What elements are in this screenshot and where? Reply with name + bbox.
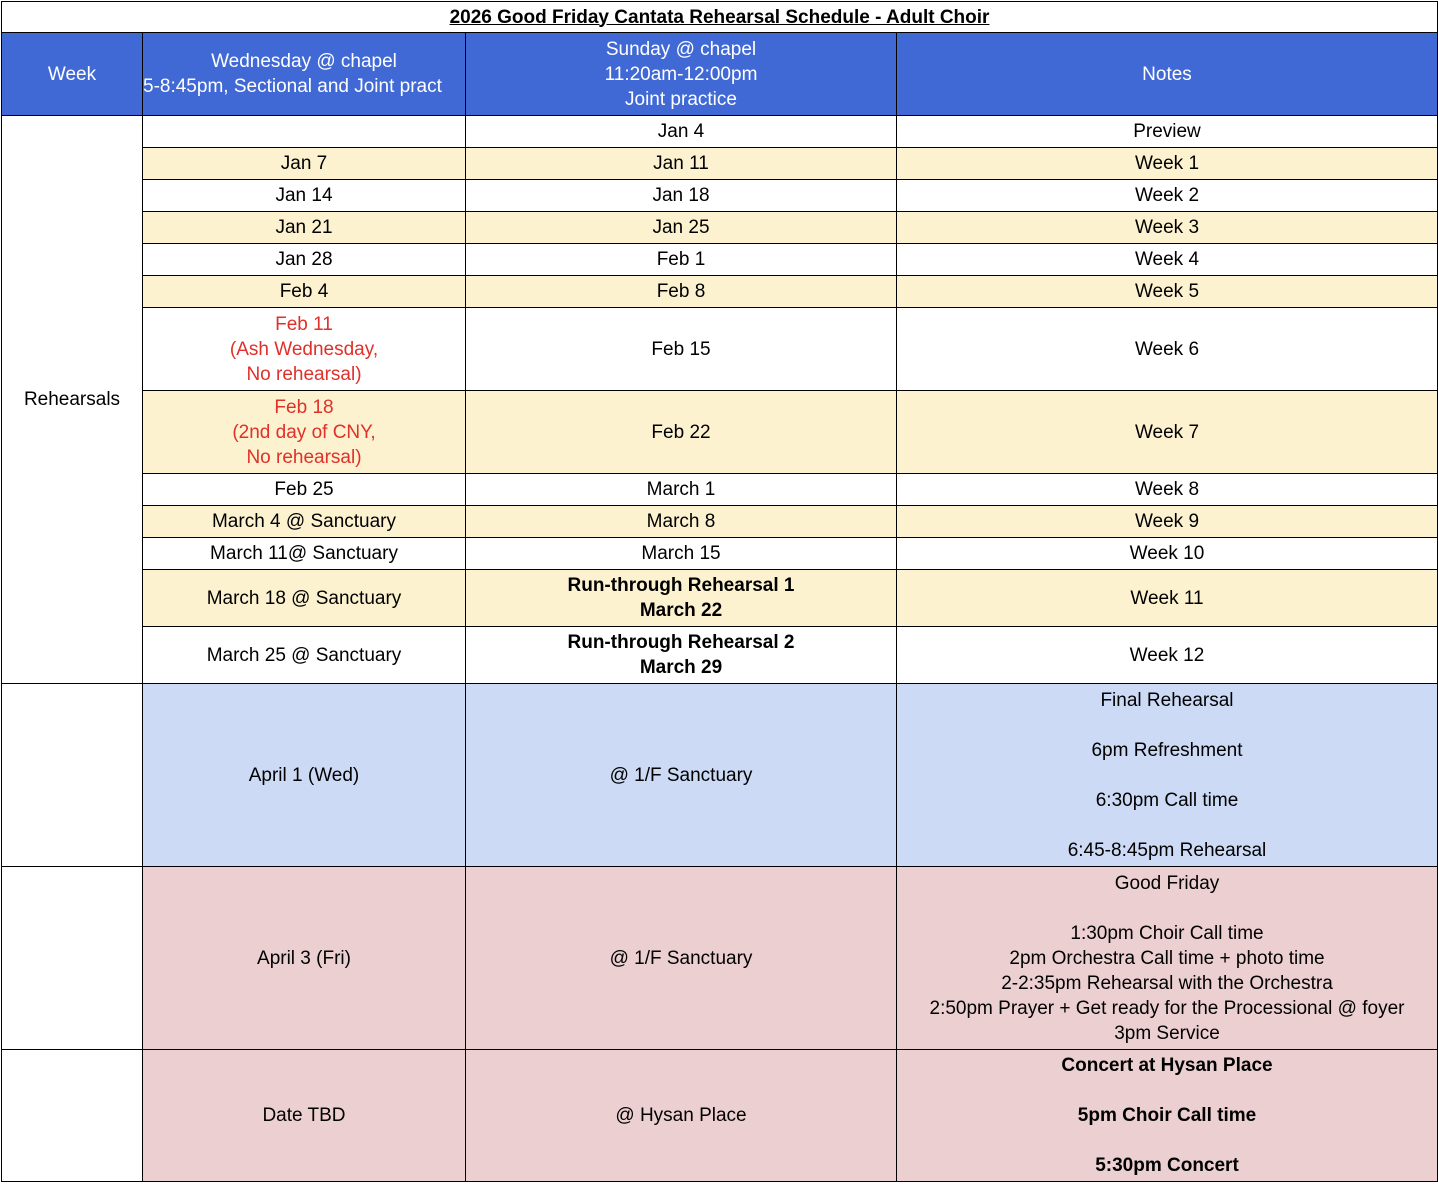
header-notes: Notes	[897, 33, 1438, 116]
sunday-cell: March 8	[466, 506, 897, 538]
table-row	[2, 538, 1438, 570]
sunday-cell: Jan 11	[466, 148, 897, 180]
good-friday-row	[2, 867, 1438, 1050]
final-rehearsal-row	[2, 684, 1438, 867]
concert-note: 5:30pm Concert	[1095, 1155, 1239, 1176]
sunday-cell: March 15	[466, 538, 897, 570]
schedule-table	[1, 1, 1438, 1182]
good-friday-title: Good Friday	[1114, 872, 1220, 894]
table-title: 2026 Good Friday Cantata Rehearsal Schedule - Adult Choir	[2, 2, 1438, 33]
final-note: 6:30pm Call time	[1095, 789, 1239, 811]
notes-cell: Week 4	[897, 244, 1438, 276]
table-row	[2, 308, 1438, 391]
sunday-cell: Feb 15	[466, 308, 897, 391]
wednesday-cell: March 4 @ Sanctuary	[143, 506, 466, 538]
table-row	[2, 212, 1438, 244]
wednesday-cell: April 1 (Wed)	[143, 684, 466, 867]
header-row	[2, 33, 1438, 116]
good-friday-note: 2-2:35pm Rehearsal with the Orchestra	[1001, 972, 1333, 994]
sunday-cell: Feb 22	[466, 391, 897, 474]
concert-note: 5pm Choir Call time	[1077, 1105, 1257, 1126]
table-row	[2, 148, 1438, 180]
sunday-cell: @ Hysan Place	[466, 1050, 897, 1182]
run-through-date: March 29	[639, 657, 723, 678]
notes-cell: Week 2	[897, 180, 1438, 212]
notes-cell-final	[897, 684, 1438, 867]
sunday-cell: Jan 18	[466, 180, 897, 212]
table-row	[2, 116, 1438, 148]
line-gap	[897, 763, 1437, 788]
wednesday-cell: Feb 25	[143, 474, 466, 506]
line-gap	[897, 1078, 1437, 1103]
good-friday-note: 2:50pm Prayer + Get ready for the Processional @ foyer	[929, 997, 1405, 1019]
table-row	[2, 244, 1438, 276]
table-row	[2, 627, 1438, 684]
final-note: 6pm Refreshment	[1091, 739, 1243, 761]
wednesday-cell: Jan 21	[143, 212, 466, 244]
table-row	[2, 474, 1438, 506]
wednesday-cell: March 18 @ Sanctuary	[143, 570, 466, 627]
sunday-cell: @ 1/F Sanctuary	[466, 867, 897, 1050]
notes-cell-concert	[897, 1050, 1438, 1182]
sunday-cell: Jan 25	[466, 212, 897, 244]
wednesday-note: (2nd day of CNY,	[232, 421, 376, 443]
run-through-date: March 22	[639, 600, 723, 621]
week-cell-empty	[2, 1050, 143, 1182]
notes-cell: Week 10	[897, 538, 1438, 570]
concert-note-title: Concert at Hysan Place	[1061, 1055, 1273, 1076]
wednesday-cell: Jan 14	[143, 180, 466, 212]
wednesday-cell: March 11@ Sanctuary	[143, 538, 466, 570]
wednesday-cell-no-rehearsal	[143, 391, 466, 474]
notes-cell: Week 9	[897, 506, 1438, 538]
notes-cell: Week 6	[897, 308, 1438, 391]
notes-cell: Week 11	[897, 570, 1438, 627]
concert-row	[2, 1050, 1438, 1182]
line-gap	[897, 1128, 1437, 1153]
header-wednesday	[143, 33, 466, 116]
wednesday-cell: Jan 28	[143, 244, 466, 276]
header-sunday-line1: Sunday @ chapel	[605, 38, 757, 60]
header-week: Week	[2, 33, 143, 116]
line-gap	[897, 813, 1437, 838]
table-row	[2, 180, 1438, 212]
line-gap	[897, 713, 1437, 738]
header-wednesday-line2: 5-8:45pm, Sectional and Joint pract	[143, 76, 442, 97]
sunday-cell: @ 1/F Sanctuary	[466, 684, 897, 867]
wednesday-note: No rehearsal)	[246, 446, 362, 468]
table-row	[2, 570, 1438, 627]
wednesday-cell-no-rehearsal	[143, 308, 466, 391]
week-cell-empty	[2, 867, 143, 1050]
table-row	[2, 276, 1438, 308]
line-gap	[897, 896, 1437, 921]
notes-cell: Preview	[897, 116, 1438, 148]
wednesday-date: Feb 18	[274, 396, 334, 418]
notes-cell: Week 3	[897, 212, 1438, 244]
wednesday-cell: March 25 @ Sanctuary	[143, 627, 466, 684]
rehearsals-label: Rehearsals	[2, 116, 143, 684]
final-note-title: Final Rehearsal	[1100, 689, 1234, 711]
sunday-run-through-cell	[466, 570, 897, 627]
table-row	[2, 506, 1438, 538]
sunday-cell: Feb 1	[466, 244, 897, 276]
wednesday-cell: Feb 4	[143, 276, 466, 308]
sunday-cell: Jan 4	[466, 116, 897, 148]
notes-cell: Week 7	[897, 391, 1438, 474]
notes-cell-good-friday	[897, 867, 1438, 1050]
good-friday-note: 2pm Orchestra Call time + photo time	[1009, 947, 1325, 969]
wednesday-date: Feb 11	[275, 313, 333, 335]
good-friday-note: 1:30pm Choir Call time	[1070, 922, 1264, 944]
notes-cell: Week 5	[897, 276, 1438, 308]
table-row	[2, 391, 1438, 474]
good-friday-note: 3pm Service	[1114, 1022, 1220, 1044]
wednesday-note: No rehearsal)	[246, 363, 362, 385]
sunday-cell: March 1	[466, 474, 897, 506]
sunday-cell: Feb 8	[466, 276, 897, 308]
wednesday-cell: April 3 (Fri)	[143, 867, 466, 1050]
week-cell-empty	[2, 684, 143, 867]
header-wednesday-line1: Wednesday @ chapel	[211, 51, 397, 72]
final-note: 6:45-8:45pm Rehearsal	[1067, 839, 1267, 861]
wednesday-cell: Date TBD	[143, 1050, 466, 1182]
header-sunday	[466, 33, 897, 116]
header-sunday-line2: 11:20am-12:00pm	[604, 63, 758, 85]
wednesday-cell: Jan 7	[143, 148, 466, 180]
header-sunday-line3: Joint practice	[625, 88, 737, 110]
notes-cell: Week 12	[897, 627, 1438, 684]
wednesday-note: (Ash Wednesday,	[229, 338, 379, 360]
wednesday-cell	[143, 116, 466, 148]
run-through-label: Run-through Rehearsal 1	[567, 575, 795, 596]
notes-cell: Week 8	[897, 474, 1438, 506]
notes-cell: Week 1	[897, 148, 1438, 180]
sunday-run-through-cell	[466, 627, 897, 684]
run-through-label: Run-through Rehearsal 2	[567, 632, 795, 653]
